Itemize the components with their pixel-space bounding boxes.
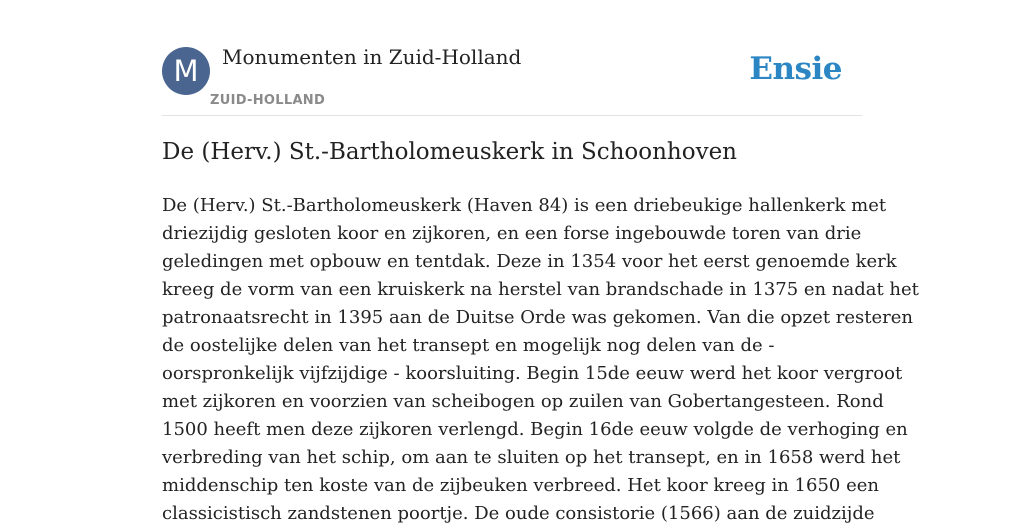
body-line: oorspronkelijk vijfzijdige - koorsluiting. Begin 15de eeuw werd het koor vergroot [162,363,903,384]
publication-title[interactable]: Monumenten in Zuid-Holland [222,45,522,69]
publication-header [162,0,862,116]
body-line: classicistisch zandstenen poortje. De oude consistorie (1566) aan de zuidzijde [162,503,875,524]
body-line: met zijkoren en voorzien van scheibogen op zuilen van Gobertangesteen. Rond [162,391,884,412]
article-body [162,192,919,528]
body-line: verbreding van het schip, om aan te sluiten op het transept, en in 1658 werd het [162,447,901,468]
avatar[interactable]: M [162,47,210,95]
body-line: middenschip ten koste van de zijbeuken verbreed. Het koor kreeg in 1650 een [162,475,879,496]
body-line: driezijdig gesloten koor en zijkoren, en een forse ingebouwde toren van drie [162,223,862,244]
body-line: kreeg de vorm van een kruiskerk na herstel van brandschade in 1375 en nadat het [162,279,919,300]
body-line: 1500 heeft men deze zijkoren verlengd. Begin 16de eeuw volgde de verhoging en [162,419,908,440]
body-line: De (Herv.) St.-Bartholomeuskerk (Haven 84) is een driebeukige hallenkerk met [162,195,887,216]
body-line: patronaatsrecht in 1395 aan de Duitse Orde was gekomen. Van die opzet resteren [162,307,913,328]
publication-subtitle[interactable]: ZUID-HOLLAND [210,93,326,108]
header-divider [162,115,862,116]
body-line: de oostelijke delen van het transept en mogelijk nog delen van de - [162,335,775,356]
brand-logo[interactable]: Ensie [749,51,842,87]
article-title: De (Herv.) St.-Bartholomeuskerk in Schoonhoven [162,139,737,165]
body-line: geledingen met opbouw en tentdak. Deze in 1354 voor het eerst genoemde kerk [162,251,897,272]
